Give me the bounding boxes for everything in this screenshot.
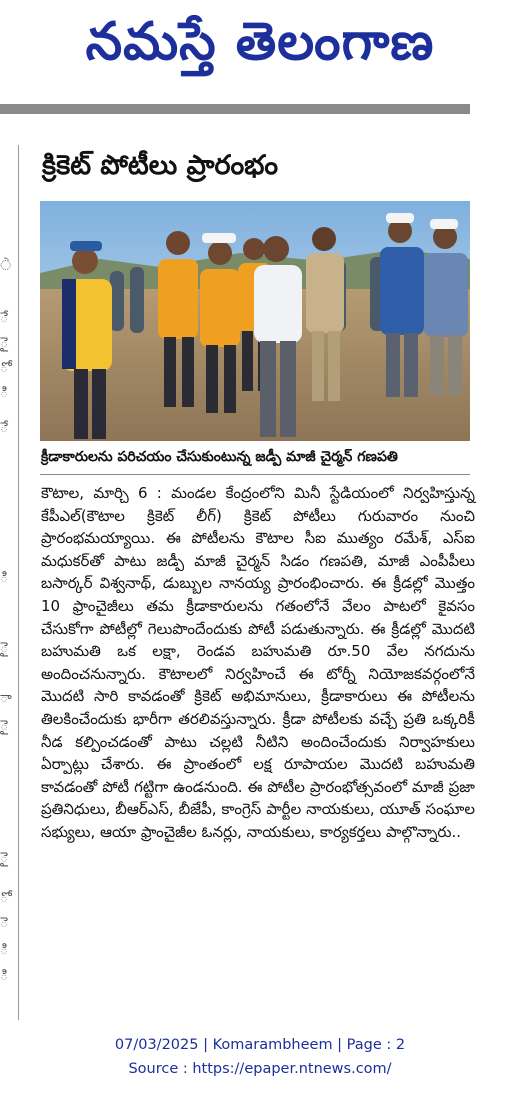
strip-char: ి [0,570,9,586]
caption-divider [40,474,470,475]
strip-char: ే [0,310,9,326]
footer-edition-line: 07/03/2025 | Komarambheem | Page : 2 [114,1037,406,1053]
article-photo [40,201,470,441]
article-headline: క్రికెట్ పోటీలు ప్రారంభం [42,150,279,181]
strip-char: ి [0,942,9,958]
strip-char: ో [0,890,9,906]
article-body: కౌటాల, మార్చి 6 : మండల కేంద్రంలోని మినీ స్టేడియంలో నిర్వహిస్తున్న కేపీఎల్(కౌటాల క్రికెట్ లీగ్) క్రికెట్ పోటీలు గురువారం నుంచి ప్రారంభమయ్యాయి. ఈ పోటీలను కౌటాల సీఐ ముత్యం రమేశ్, ఎస్ఐ మధుకర్‌తో పాటు జడ్పీ మాజీ చైర్మన్ సిడం గణపతి, మాజీ ఎంపీపీలు బసార్కర్ విశ్వనాథ్, డుబ్బుల నానయ్య ప్రారంభించారు. ఈ క్రీడల్లో మొత్తం 10 ఫ్రాంచైజీలు తమ క్రీడాకారులను గతంలోనే వేలం పాటలో కైవసం చేసుకోగా పోటీల్లో గెలుపొందేందుకు పోటీ పడుతున్నారు. ఈ క్రీడల్లో మొదటి బహుమతి ఒక లక్షా, రెండవ బహుమతి రూ.50 వేల నగదును అందించనున్నారు. కౌటాలలో నిర్వహించే ఈ టోర్నీ నియోజకవర్గంలోనే మొదటి సారి కావడంతో క్రికెట్ అభిమానులు, క్రీడాకారులు ఈ పోటీలను తిలకించేందుకు భారీగా తరలివస్తున్నారు. క్రీడా పోటీలకు వచ్చే ప్రతి ఒక్కరికీ నీడ కల్పించడంతో పాటు చల్లటి నీటిని అందించేందుకు నిర్వాహకులు ఏర్పాట్లు చేశారు. ఈ ప్రాంతంలో లక్ష రూపాయల మొదటి బహుమతి కావడంతో పోటీ గట్టిగా ఉండనుంది. ఈ పోటీల ప్రారంభోత్సవంలో మాజీ ప్రజా ప్రతినిధులు, బీఆర్ఎస్, బీజేపీ, కాంగ్రెస్ పార్టీల నాయకులు, యూత్ సంఘాల సభ్యులు, ఆయా ఫ్రాంచైజీల ఓనర్లు, నాయకులు, కార్యకర్తలు పాల్గొన్నారు.. [41,484,475,841]
strip-char: ి [0,968,9,984]
newspaper-masthead [0,0,520,100]
footer-source-line: Source : https://epaper.ntnews.com/ [128,1061,392,1077]
adjacent-column-fragment [0,130,14,1030]
strip-char: ి [0,385,9,401]
strip-char: ే [0,420,9,436]
strip-char: ో [0,360,9,376]
masthead-title: నమస్తే తెలంగాణ [85,11,435,72]
strip-char: ੇ [0,258,12,274]
strip-char: ై [0,640,9,656]
column-divider [18,145,19,1020]
strip-char: ా [0,690,12,706]
masthead-divider [0,104,470,114]
photo-caption: క్రీడాకారులను పరిచయం చేసుకుంటున్న జడ్పీ మాజీ చైర్మన్ గణపతి [41,449,398,465]
cricket-players-photo [40,201,470,441]
strip-char: ై [0,850,9,866]
strip-char: ై [0,718,9,734]
strip-char: ై [0,335,9,351]
strip-char: ె [0,915,9,931]
